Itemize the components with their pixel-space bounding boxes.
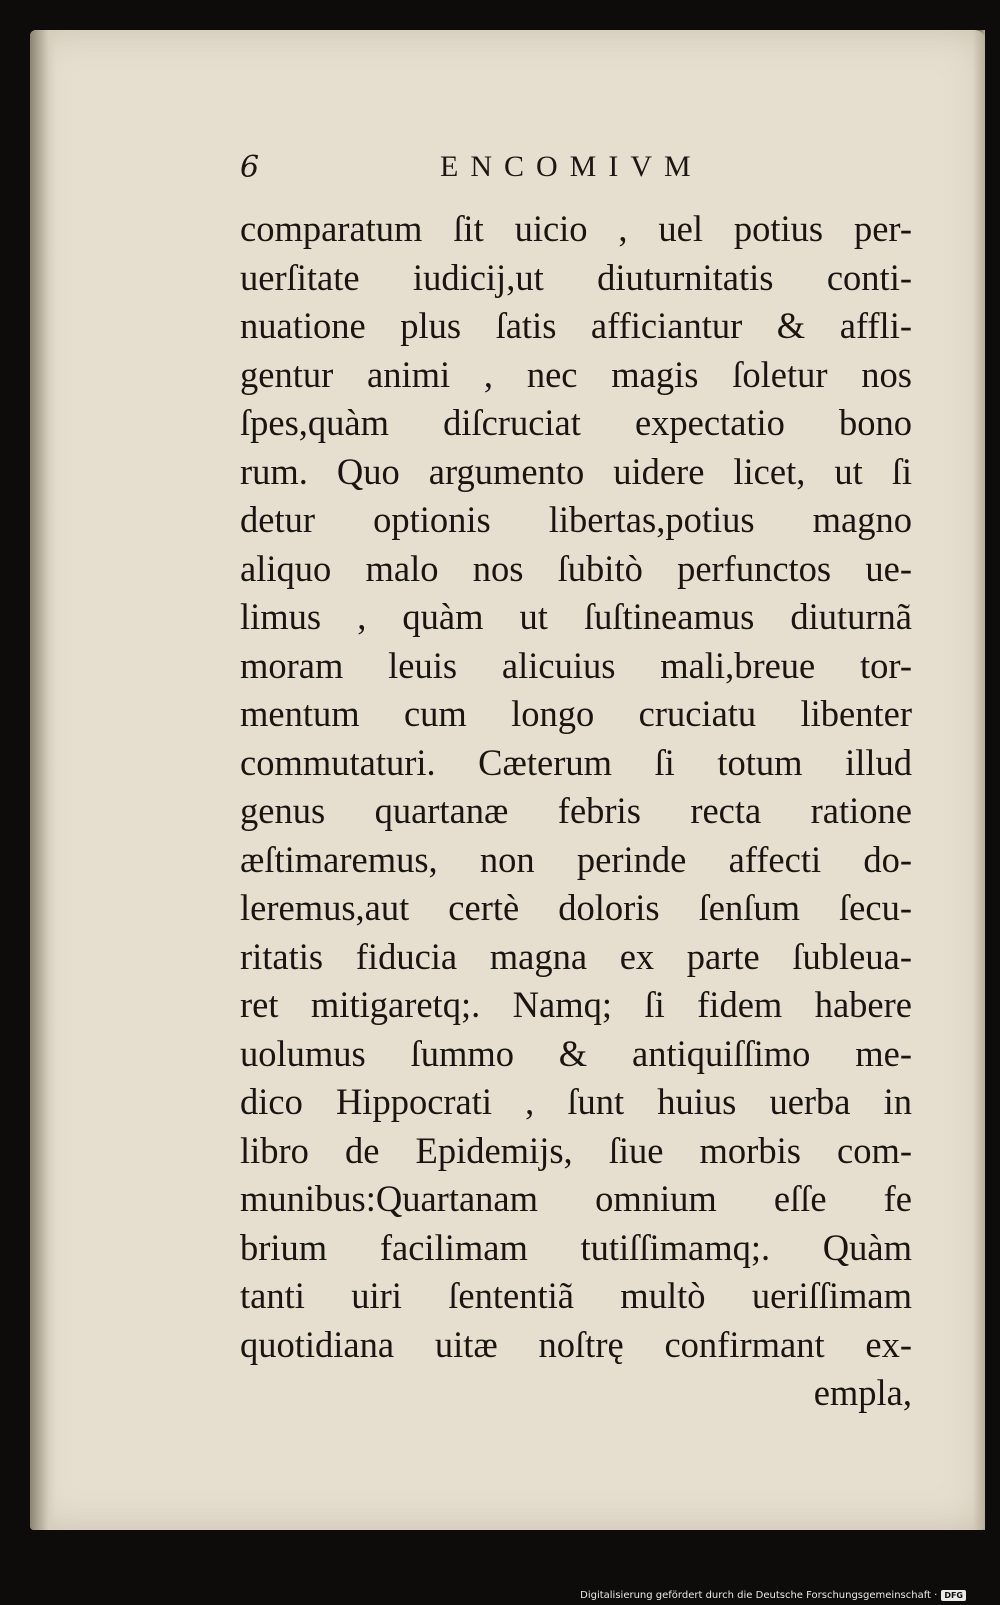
- text-line: moram leuis alicuius mali,breue tor-: [240, 644, 912, 686]
- text-line: libro de Epidemijs, ſiue morbis com-: [240, 1129, 912, 1171]
- page-number: 6: [240, 150, 260, 185]
- text-line: ritatis fiducia magna ex parte ſubleua-: [240, 935, 912, 977]
- text-line: genus quartanæ febris recta ratione: [240, 790, 912, 831]
- text-line: quotidiana uitæ noſtrę confirmant ex-: [240, 1323, 912, 1365]
- text-line: commutaturi. Cæterum ſi totum illud: [240, 741, 912, 783]
- text-line: gentur animi , nec magis ſoletur nos: [240, 353, 912, 395]
- text-line: leremus,aut certè doloris ſenſum ſecu-: [240, 887, 912, 928]
- digitization-credit: [580, 1590, 966, 1601]
- text-line: tanti uiri ſententiã multò ueriſſimam: [240, 1275, 912, 1316]
- text-line: comparatum ſit uicio , uel potius per-: [240, 208, 912, 249]
- text-line: detur optionis libertas,potius magno: [240, 499, 912, 540]
- page-gutter: [30, 30, 56, 1530]
- text-line: dico Hippocrati , ſunt huius uerba in: [240, 1081, 912, 1122]
- text-line: uolumus ſummo & antiquiſſimo me-: [240, 1032, 912, 1074]
- text-block: [240, 205, 912, 1418]
- text-line: rum. Quo argumento uidere licet, ut ſi: [240, 450, 912, 492]
- running-head: ENCOMIVM: [440, 150, 703, 183]
- text-line: brium facilimam tutiſſimamq;. Quàm: [240, 1226, 912, 1268]
- text-line: munibus:Quartanam omnium eſſe fe: [240, 1178, 912, 1219]
- text-line: aliquo malo nos ſubitò perfunctos ue-: [240, 547, 912, 589]
- catchword: empla,: [813, 1372, 912, 1413]
- text-line: nuatione plus ſatis afficiantur & affli-: [240, 305, 912, 346]
- text-line: ſpes,quàm diſcruciat expectatio bono: [240, 402, 912, 443]
- text-line: limus , quàm ut ſuſtineamus diuturnã: [240, 596, 912, 637]
- page-header: [240, 150, 920, 190]
- text-line: æſtimaremus, non perinde affecti do-: [240, 838, 912, 880]
- text-line: uerſitate iudicij,ut diuturnitatis conti-: [240, 256, 912, 298]
- text-line: ret mitigaretq;. Namq; ſi fidem habere: [240, 984, 912, 1025]
- page-edge: [973, 30, 985, 1530]
- text-line: mentum cum longo cruciatu libenter: [240, 693, 912, 734]
- credit-text: Digitalisierung gefördert durch die Deutsche Forschungsgemeinschaft ·: [580, 1590, 938, 1601]
- dfg-logo: DFG: [941, 1590, 966, 1601]
